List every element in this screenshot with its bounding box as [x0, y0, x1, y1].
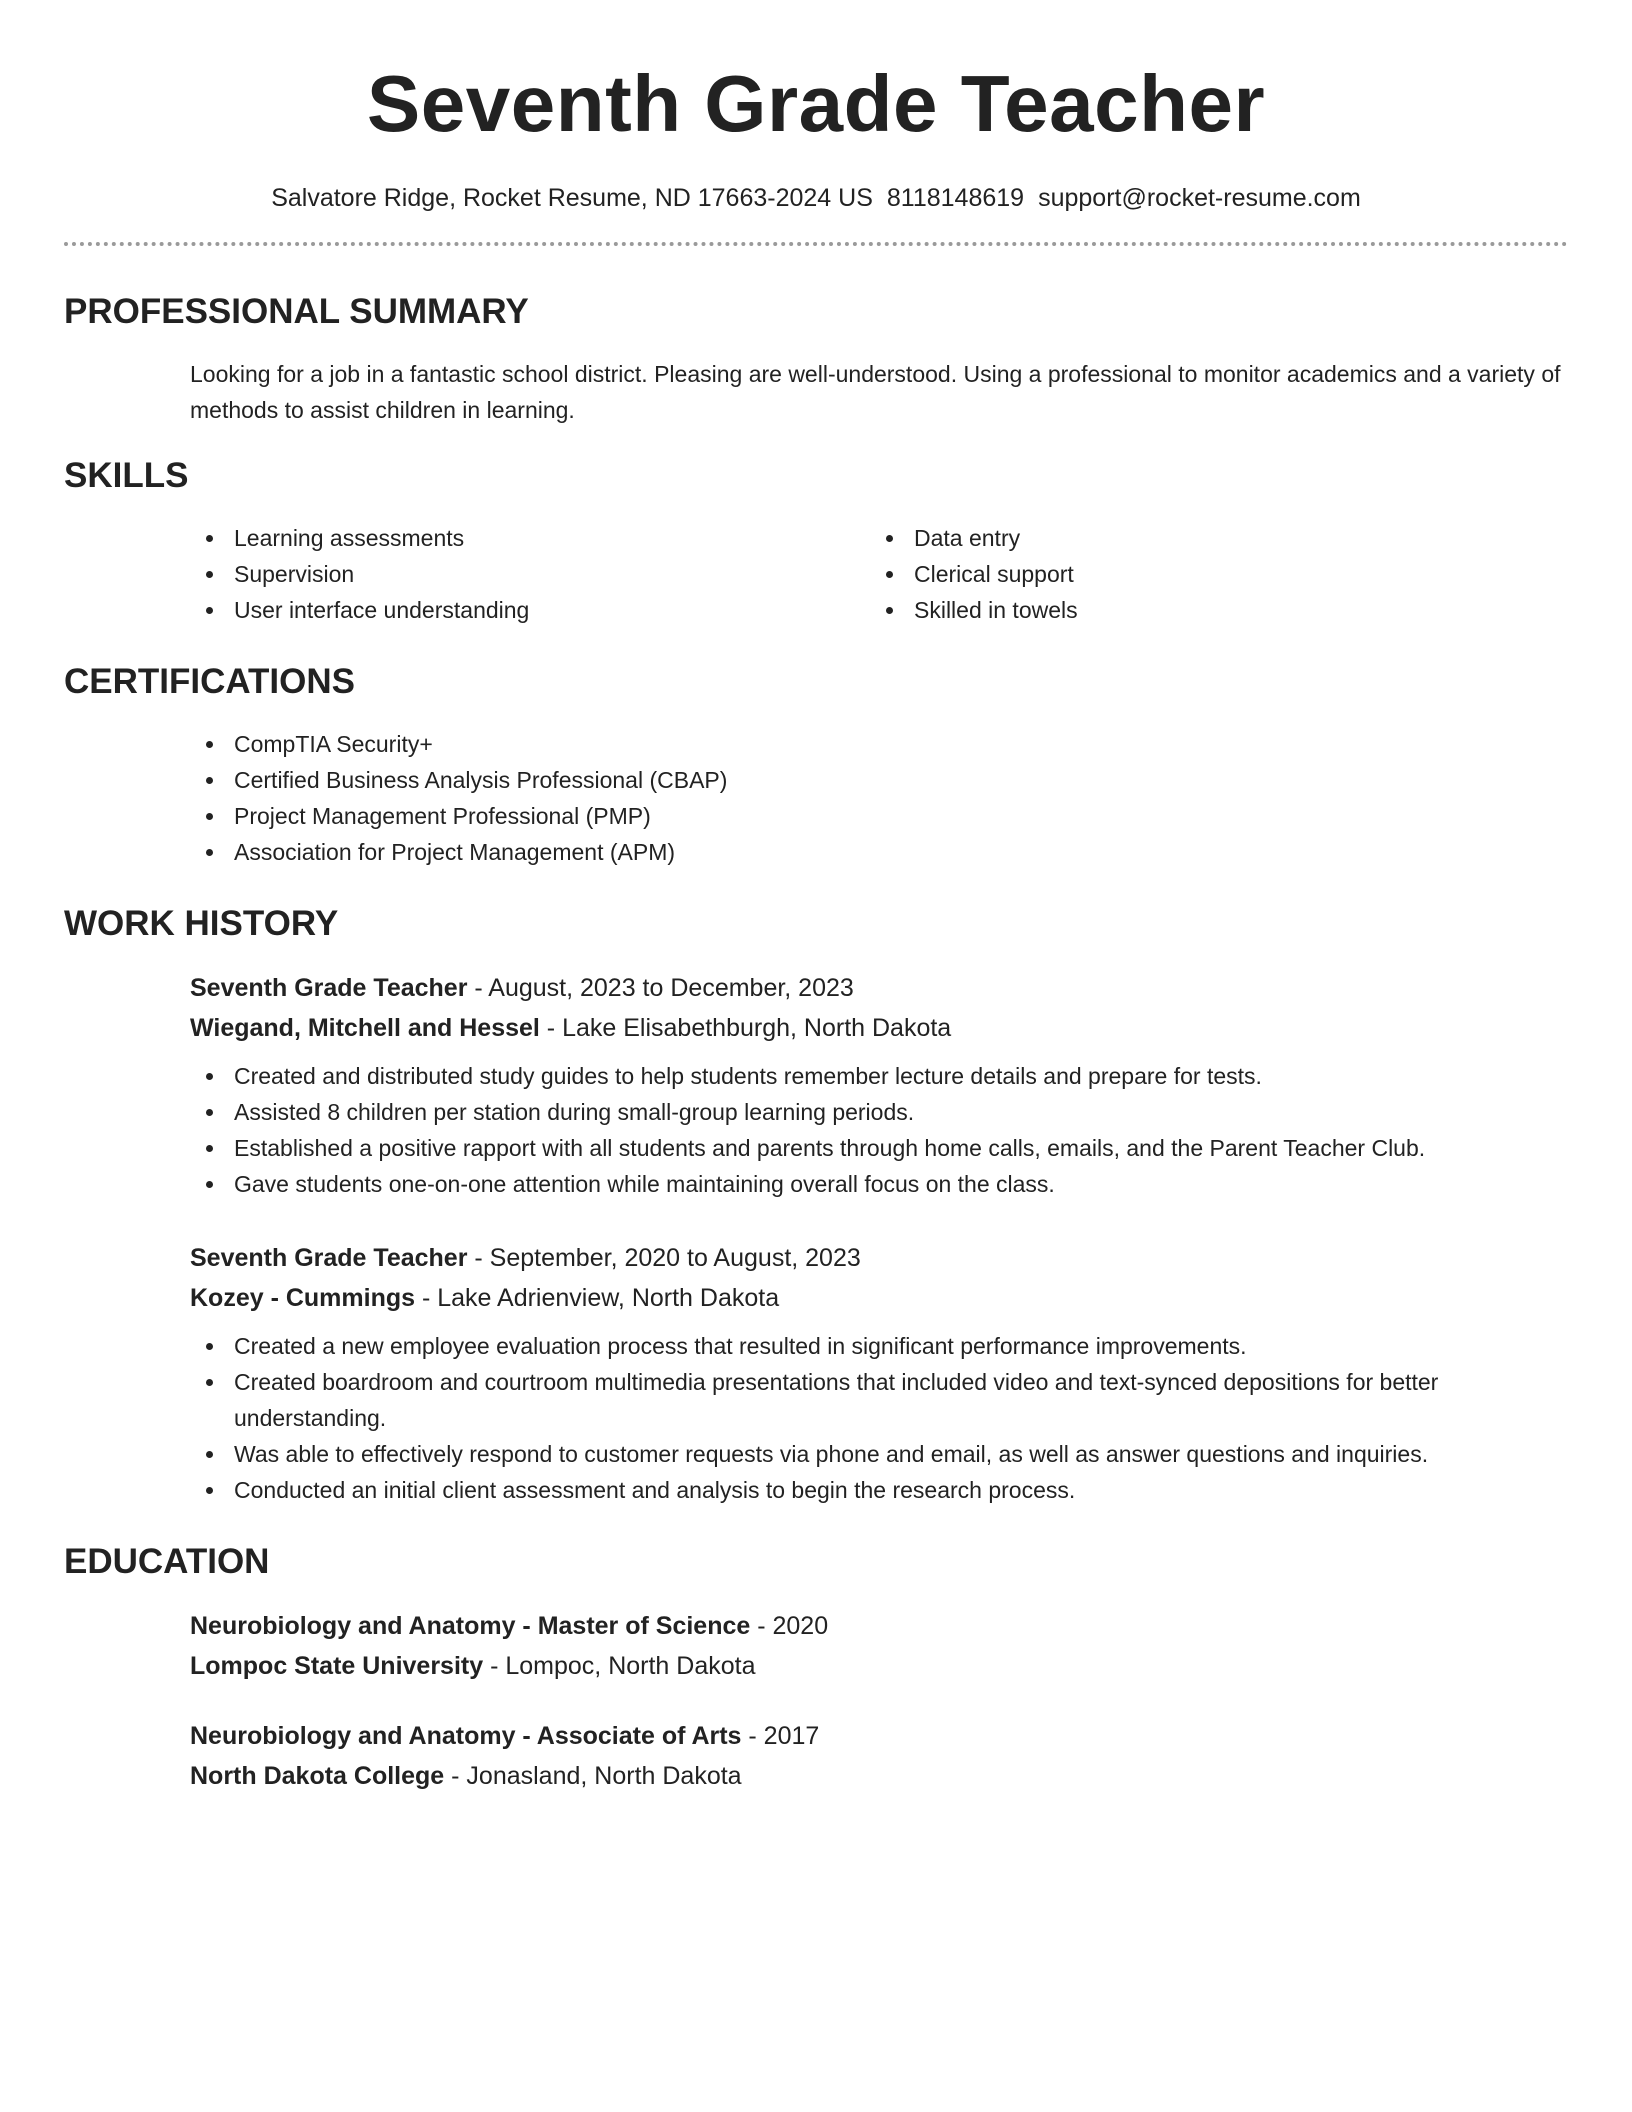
skill-item: Data entry: [870, 520, 1550, 556]
job-bullets: [190, 1058, 1568, 1202]
contact-phone: 8118148619: [886, 184, 1025, 212]
education-degree-line: [190, 1716, 1568, 1756]
skill-item: Clerical support: [870, 556, 1550, 592]
job-location: - Lake Adrienview, North Dakota: [415, 1284, 780, 1312]
skills-right-column: [870, 520, 1550, 628]
contact-address: Salvatore Ridge, Rocket Resume, ND 17663-2024 US: [271, 184, 873, 212]
skills-grid: [190, 520, 1568, 628]
education-year: - 2017: [741, 1722, 820, 1750]
summary-section: [64, 290, 1568, 428]
skill-item: Supervision: [190, 556, 870, 592]
education-entry: [190, 1606, 1568, 1686]
job-dates: - August, 2023 to December, 2023: [467, 974, 854, 1002]
education-title: EDUCATION: [64, 1542, 270, 1581]
contact-line: [64, 182, 1568, 214]
job-bullets: [190, 1328, 1568, 1508]
education-section: [64, 1540, 1568, 1796]
certifications-title: CERTIFICATIONS: [64, 662, 356, 701]
certification-item: CompTIA Security+: [190, 726, 1568, 762]
certification-item: Certified Business Analysis Professional (CBAP): [190, 762, 1568, 798]
job-bullet: Created a new employee evaluation process that resulted in significant performance improvements.: [190, 1328, 1568, 1364]
job-bullet: Gave students one-on-one attention while maintaining overall focus on the class.: [190, 1166, 1568, 1202]
education-school: Lompoc State University: [190, 1652, 484, 1680]
header-divider: [64, 242, 1568, 246]
job-role: Seventh Grade Teacher: [190, 1244, 468, 1272]
summary-text: Looking for a job in a fantastic school district. Pleasing are well-understood. Using a professional to monitor academics and a variety of methods to assist children in learning.: [190, 361, 1561, 423]
job-location: - Lake Elisabethburgh, North Dakota: [539, 1014, 952, 1042]
education-degree-line: [190, 1606, 1568, 1646]
skill-item: Skilled in towels: [870, 592, 1550, 628]
certifications-section: [64, 660, 1568, 870]
job-role: Seventh Grade Teacher: [190, 974, 468, 1002]
certifications-list: [190, 726, 1568, 870]
education-degree: Neurobiology and Anatomy - Associate of Arts: [190, 1722, 742, 1750]
education-school-line: [190, 1646, 1568, 1686]
job-bullet: Was able to effectively respond to customer requests via phone and email, as well as answer questions and inquiries.: [190, 1436, 1568, 1472]
education-school: North Dakota College: [190, 1762, 445, 1790]
skill-item: User interface understanding: [190, 592, 870, 628]
education-year: - 2020: [750, 1612, 829, 1640]
job-bullet: Established a positive rapport with all students and parents through home calls, emails, and the Parent Teacher Club.: [190, 1130, 1568, 1166]
education-location: - Jonasland, North Dakota: [444, 1762, 742, 1790]
work-history-title: WORK HISTORY: [64, 904, 339, 943]
job-title-line: [190, 968, 1568, 1008]
job-company: Kozey - Cummings: [190, 1284, 416, 1312]
skills-left-column: [190, 520, 870, 628]
job-entry: [190, 968, 1568, 1202]
education-entry: [190, 1716, 1568, 1796]
job-title-line: [190, 1238, 1568, 1278]
skills-title: SKILLS: [64, 456, 189, 495]
job-entry: [190, 1238, 1568, 1508]
job-bullet: Assisted 8 children per station during small-group learning periods.: [190, 1094, 1568, 1130]
work-history-section: [64, 902, 1568, 1508]
skills-section: [64, 454, 1568, 628]
certification-item: Project Management Professional (PMP): [190, 798, 1568, 834]
job-dates: - September, 2020 to August, 2023: [467, 1244, 861, 1272]
summary-title: PROFESSIONAL SUMMARY: [64, 292, 529, 331]
job-bullet: Created boardroom and courtroom multimedia presentations that included video and text-synced depositions for better understanding.: [190, 1364, 1568, 1436]
contact-email: support@rocket-resume.com: [1038, 184, 1361, 212]
job-company: Wiegand, Mitchell and Hessel: [190, 1014, 540, 1042]
certification-item: Association for Project Management (APM): [190, 834, 1568, 870]
job-company-line: [190, 1008, 1568, 1048]
skill-item: Learning assessments: [190, 520, 870, 556]
job-company-line: [190, 1278, 1568, 1318]
education-school-line: [190, 1756, 1568, 1796]
education-degree: Neurobiology and Anatomy - Master of Science: [190, 1612, 751, 1640]
job-bullet: Created and distributed study guides to help students remember lecture details and prepare for tests.: [190, 1058, 1568, 1094]
job-bullet: Conducted an initial client assessment and analysis to begin the research process.: [190, 1472, 1568, 1508]
education-location: - Lompoc, North Dakota: [483, 1652, 756, 1680]
resume-name: Seventh Grade Teacher: [366, 59, 1266, 148]
